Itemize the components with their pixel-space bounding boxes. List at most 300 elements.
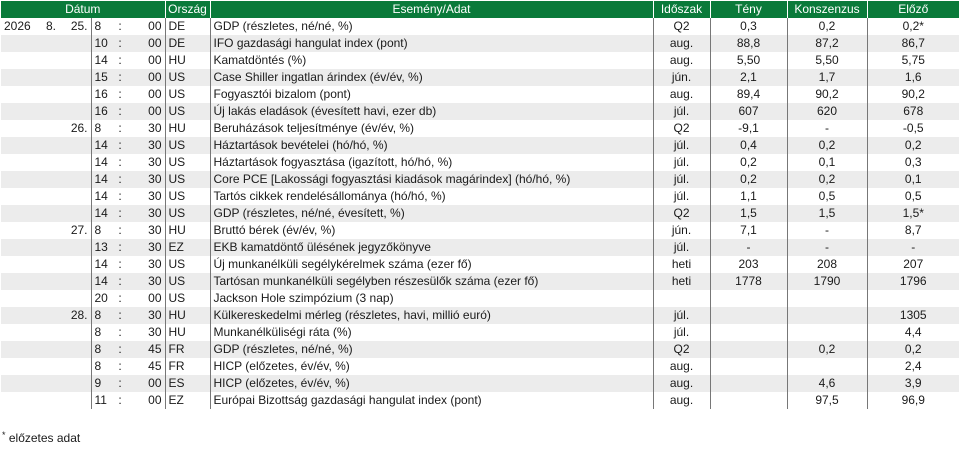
cell-actual: 7,1 — [710, 222, 787, 239]
cell-country: US — [165, 290, 210, 307]
table-row — [1, 222, 959, 239]
cell-day — [59, 324, 91, 341]
cell-month — [41, 171, 59, 188]
cell-previous: - — [867, 239, 959, 256]
cell-time-separator: : — [113, 69, 127, 86]
cell-time-separator: : — [113, 307, 127, 324]
cell-period: aug. — [653, 392, 710, 409]
cell-actual — [710, 358, 787, 375]
cell-day — [59, 392, 91, 409]
cell-minute: 30 — [127, 120, 165, 137]
footnote — [2, 430, 80, 446]
cell-time-separator: : — [113, 375, 127, 392]
cell-event: GDP (részletes, né/né, %) — [210, 18, 653, 35]
cell-actual: 88,8 — [710, 35, 787, 52]
cell-time-separator: : — [113, 239, 127, 256]
cell-event: Fogyasztói bizalom (pont) — [210, 86, 653, 103]
table-row — [1, 239, 959, 256]
cell-event: Új munkanélküli segélykérelmek száma (ezer fő) — [210, 256, 653, 273]
cell-hour: 14 — [91, 52, 113, 69]
cell-time-separator: : — [113, 154, 127, 171]
cell-day — [59, 256, 91, 273]
cell-time-separator: : — [113, 205, 127, 222]
cell-event: HICP (előzetes, év/év, %) — [210, 358, 653, 375]
cell-previous: 8,7 — [867, 222, 959, 239]
cell-hour: 14 — [91, 171, 113, 188]
cell-year — [1, 358, 41, 375]
cell-previous: 678 — [867, 103, 959, 120]
cell-consensus — [787, 307, 867, 324]
cell-previous: 0,1 — [867, 171, 959, 188]
cell-actual: 607 — [710, 103, 787, 120]
cell-month — [41, 86, 59, 103]
cell-actual — [710, 290, 787, 307]
cell-day: 26. — [59, 120, 91, 137]
cell-period: júl. — [653, 307, 710, 324]
cell-day — [59, 188, 91, 205]
cell-time-separator: : — [113, 256, 127, 273]
cell-month — [41, 358, 59, 375]
cell-minute: 30 — [127, 256, 165, 273]
cell-month — [41, 137, 59, 154]
cell-event: Háztartások fogyasztása (igazított, hó/hó, %) — [210, 154, 653, 171]
cell-month — [41, 375, 59, 392]
cell-minute: 30 — [127, 307, 165, 324]
cell-consensus — [787, 324, 867, 341]
cell-consensus: 4,6 — [787, 375, 867, 392]
cell-hour: 8 — [91, 120, 113, 137]
cell-country: US — [165, 205, 210, 222]
cell-year — [1, 154, 41, 171]
cell-day — [59, 154, 91, 171]
cell-country: US — [165, 86, 210, 103]
cell-period: jún. — [653, 222, 710, 239]
cell-minute: 30 — [127, 171, 165, 188]
cell-period: heti — [653, 256, 710, 273]
cell-consensus: 87,2 — [787, 35, 867, 52]
cell-event: Külkereskedelmi mérleg (részletes, havi, millió euró) — [210, 307, 653, 324]
cell-time-separator: : — [113, 358, 127, 375]
cell-minute: 30 — [127, 205, 165, 222]
cell-actual: -9,1 — [710, 120, 787, 137]
cell-previous: 207 — [867, 256, 959, 273]
cell-period: aug. — [653, 86, 710, 103]
cell-minute: 30 — [127, 324, 165, 341]
cell-month — [41, 273, 59, 290]
table-row — [1, 205, 959, 222]
cell-minute: 00 — [127, 290, 165, 307]
cell-year — [1, 69, 41, 86]
cell-hour: 16 — [91, 103, 113, 120]
cell-year — [1, 35, 41, 52]
cell-consensus: 0,2 — [787, 341, 867, 358]
cell-month — [41, 256, 59, 273]
cell-hour: 8 — [91, 307, 113, 324]
cell-actual — [710, 375, 787, 392]
cell-event: Case Shiller ingatlan árindex (év/év, %) — [210, 69, 653, 86]
cell-country: HU — [165, 222, 210, 239]
cell-country: HU — [165, 120, 210, 137]
cell-month: 8. — [41, 18, 59, 35]
cell-consensus: 1,7 — [787, 69, 867, 86]
cell-country: US — [165, 103, 210, 120]
cell-country: US — [165, 256, 210, 273]
cell-country: HU — [165, 324, 210, 341]
cell-year — [1, 341, 41, 358]
cell-actual: 203 — [710, 256, 787, 273]
cell-minute: 00 — [127, 69, 165, 86]
cell-hour: 8 — [91, 324, 113, 341]
cell-consensus: 97,5 — [787, 392, 867, 409]
cell-actual — [710, 392, 787, 409]
cell-event: Tartósan munkanélküli segélyben részesülők száma (ezer fő) — [210, 273, 653, 290]
header-actual: Tény — [710, 1, 787, 18]
cell-country: US — [165, 154, 210, 171]
cell-time-separator: : — [113, 35, 127, 52]
cell-country: DE — [165, 18, 210, 35]
cell-minute: 00 — [127, 103, 165, 120]
cell-month — [41, 103, 59, 120]
cell-period: júl. — [653, 239, 710, 256]
cell-event: Háztartások bevételei (hó/hó, %) — [210, 137, 653, 154]
header-previous: Előző — [867, 1, 959, 18]
cell-day — [59, 239, 91, 256]
cell-period: júl. — [653, 154, 710, 171]
cell-country: US — [165, 273, 210, 290]
table-row — [1, 86, 959, 103]
cell-month — [41, 290, 59, 307]
cell-country: US — [165, 171, 210, 188]
calendar-wrapper — [1, 1, 959, 409]
cell-year — [1, 205, 41, 222]
cell-year — [1, 86, 41, 103]
cell-day: 27. — [59, 222, 91, 239]
header-date: Dátum — [1, 1, 165, 18]
cell-year — [1, 171, 41, 188]
cell-time-separator: : — [113, 171, 127, 188]
cell-actual: 0,2 — [710, 171, 787, 188]
cell-country: EZ — [165, 392, 210, 409]
table-body — [1, 18, 959, 409]
cell-country: FR — [165, 341, 210, 358]
economic-calendar-table — [1, 1, 959, 409]
cell-previous: 5,75 — [867, 52, 959, 69]
cell-day — [59, 375, 91, 392]
cell-day: 28. — [59, 307, 91, 324]
cell-previous: 1305 — [867, 307, 959, 324]
cell-minute: 00 — [127, 375, 165, 392]
cell-day — [59, 103, 91, 120]
cell-previous: 0,2 — [867, 341, 959, 358]
cell-hour: 14 — [91, 256, 113, 273]
cell-event: Bruttó bérek (év/év, %) — [210, 222, 653, 239]
cell-hour: 10 — [91, 35, 113, 52]
cell-previous: 0,3 — [867, 154, 959, 171]
cell-country: FR — [165, 358, 210, 375]
cell-previous: 96,9 — [867, 392, 959, 409]
cell-year — [1, 273, 41, 290]
cell-consensus: - — [787, 120, 867, 137]
cell-actual: 0,4 — [710, 137, 787, 154]
table-row — [1, 137, 959, 154]
cell-hour: 13 — [91, 239, 113, 256]
cell-event: GDP (részletes, né/né, %) — [210, 341, 653, 358]
cell-time-separator: : — [113, 341, 127, 358]
cell-month — [41, 52, 59, 69]
table-header — [1, 1, 959, 18]
cell-minute: 30 — [127, 273, 165, 290]
cell-country: ES — [165, 375, 210, 392]
cell-event: Beruházások teljesítménye (év/év, %) — [210, 120, 653, 137]
cell-year — [1, 324, 41, 341]
cell-previous: 1,5* — [867, 205, 959, 222]
cell-hour: 14 — [91, 154, 113, 171]
cell-previous: 0,5 — [867, 188, 959, 205]
cell-hour: 20 — [91, 290, 113, 307]
table-row — [1, 69, 959, 86]
cell-hour: 14 — [91, 188, 113, 205]
cell-actual: 0,2 — [710, 154, 787, 171]
table-row — [1, 392, 959, 409]
cell-month — [41, 188, 59, 205]
cell-month — [41, 69, 59, 86]
cell-minute: 45 — [127, 358, 165, 375]
cell-actual: 1,5 — [710, 205, 787, 222]
cell-consensus — [787, 290, 867, 307]
cell-period: júl. — [653, 188, 710, 205]
cell-actual: 1,1 — [710, 188, 787, 205]
cell-actual — [710, 341, 787, 358]
cell-consensus: 1,5 — [787, 205, 867, 222]
cell-minute: 30 — [127, 188, 165, 205]
cell-country: HU — [165, 307, 210, 324]
cell-time-separator: : — [113, 222, 127, 239]
cell-consensus: 0,2 — [787, 171, 867, 188]
cell-hour: 9 — [91, 375, 113, 392]
cell-year — [1, 120, 41, 137]
footnote-mark: * — [2, 430, 6, 440]
cell-time-separator: : — [113, 18, 127, 35]
cell-hour: 8 — [91, 222, 113, 239]
cell-consensus: 208 — [787, 256, 867, 273]
cell-hour: 14 — [91, 205, 113, 222]
cell-year: 2026 — [1, 18, 41, 35]
cell-period: aug. — [653, 35, 710, 52]
cell-day — [59, 137, 91, 154]
cell-hour: 16 — [91, 86, 113, 103]
cell-minute: 30 — [127, 154, 165, 171]
cell-day: 25. — [59, 18, 91, 35]
cell-period — [653, 290, 710, 307]
cell-consensus: 0,2 — [787, 137, 867, 154]
cell-event: Munkanélküliségi ráta (%) — [210, 324, 653, 341]
cell-previous: 86,7 — [867, 35, 959, 52]
cell-event: Tartós cikkek rendelésállománya (hó/hó, %) — [210, 188, 653, 205]
cell-consensus: 90,2 — [787, 86, 867, 103]
cell-minute: 00 — [127, 18, 165, 35]
header-period: Időszak — [653, 1, 710, 18]
cell-month — [41, 307, 59, 324]
cell-period: júl. — [653, 324, 710, 341]
cell-previous: 0,2 — [867, 137, 959, 154]
table-row — [1, 52, 959, 69]
cell-time-separator: : — [113, 324, 127, 341]
table-row — [1, 256, 959, 273]
cell-previous: 90,2 — [867, 86, 959, 103]
table-row — [1, 324, 959, 341]
cell-time-separator: : — [113, 52, 127, 69]
cell-actual: 5,50 — [710, 52, 787, 69]
cell-time-separator: : — [113, 392, 127, 409]
cell-consensus: 620 — [787, 103, 867, 120]
cell-hour: 8 — [91, 341, 113, 358]
cell-minute: 00 — [127, 86, 165, 103]
table-row — [1, 103, 959, 120]
table-row — [1, 341, 959, 358]
cell-month — [41, 120, 59, 137]
cell-day — [59, 69, 91, 86]
cell-minute: 00 — [127, 52, 165, 69]
header-consensus: Konszenzus — [787, 1, 867, 18]
cell-hour: 14 — [91, 137, 113, 154]
cell-day — [59, 205, 91, 222]
cell-period: heti — [653, 273, 710, 290]
cell-period: Q2 — [653, 205, 710, 222]
cell-consensus — [787, 358, 867, 375]
cell-actual: 2,1 — [710, 69, 787, 86]
cell-period: júl. — [653, 137, 710, 154]
cell-hour: 11 — [91, 392, 113, 409]
cell-time-separator: : — [113, 103, 127, 120]
cell-period: Q2 — [653, 120, 710, 137]
cell-consensus: 0,1 — [787, 154, 867, 171]
header-country: Ország — [165, 1, 210, 18]
cell-year — [1, 307, 41, 324]
table-row — [1, 290, 959, 307]
cell-month — [41, 239, 59, 256]
cell-period: jún. — [653, 69, 710, 86]
cell-month — [41, 392, 59, 409]
cell-period: aug. — [653, 52, 710, 69]
table-row — [1, 35, 959, 52]
cell-time-separator: : — [113, 120, 127, 137]
cell-month — [41, 324, 59, 341]
cell-event: Jackson Hole szimpózium (3 nap) — [210, 290, 653, 307]
cell-year — [1, 392, 41, 409]
cell-period: júl. — [653, 171, 710, 188]
cell-hour: 8 — [91, 18, 113, 35]
cell-previous: -0,5 — [867, 120, 959, 137]
cell-country: US — [165, 188, 210, 205]
cell-day — [59, 35, 91, 52]
cell-actual: 0,3 — [710, 18, 787, 35]
cell-consensus: 0,5 — [787, 188, 867, 205]
cell-hour: 15 — [91, 69, 113, 86]
cell-period: júl. — [653, 103, 710, 120]
table-row — [1, 18, 959, 35]
cell-hour: 8 — [91, 358, 113, 375]
cell-year — [1, 375, 41, 392]
cell-day — [59, 290, 91, 307]
cell-time-separator: : — [113, 86, 127, 103]
cell-event: EKB kamatdöntő ülésének jegyzőkönyve — [210, 239, 653, 256]
cell-actual: 1778 — [710, 273, 787, 290]
cell-time-separator: : — [113, 188, 127, 205]
cell-consensus: - — [787, 222, 867, 239]
cell-hour: 14 — [91, 273, 113, 290]
cell-period: Q2 — [653, 341, 710, 358]
table-row — [1, 307, 959, 324]
cell-year — [1, 239, 41, 256]
cell-event: GDP (részletes, né/né, évesített, %) — [210, 205, 653, 222]
cell-actual: 89,4 — [710, 86, 787, 103]
cell-previous: 0,2* — [867, 18, 959, 35]
cell-country: US — [165, 137, 210, 154]
table-row — [1, 120, 959, 137]
cell-month — [41, 205, 59, 222]
cell-month — [41, 35, 59, 52]
cell-day — [59, 86, 91, 103]
cell-consensus: - — [787, 239, 867, 256]
cell-day — [59, 171, 91, 188]
cell-day — [59, 358, 91, 375]
table-row — [1, 188, 959, 205]
cell-time-separator: : — [113, 290, 127, 307]
cell-event: Core PCE [Lakossági fogyasztási kiadások magárindex] (hó/hó, %) — [210, 171, 653, 188]
cell-event: Új lakás eladások (évesített havi, ezer db) — [210, 103, 653, 120]
cell-year — [1, 256, 41, 273]
table-row — [1, 273, 959, 290]
cell-minute: 00 — [127, 35, 165, 52]
cell-country: EZ — [165, 239, 210, 256]
cell-previous: 2,4 — [867, 358, 959, 375]
cell-actual: - — [710, 239, 787, 256]
cell-minute: 30 — [127, 222, 165, 239]
cell-country: US — [165, 69, 210, 86]
cell-country: DE — [165, 35, 210, 52]
cell-year — [1, 137, 41, 154]
cell-day — [59, 341, 91, 358]
cell-actual — [710, 307, 787, 324]
cell-month — [41, 341, 59, 358]
cell-month — [41, 154, 59, 171]
cell-minute: 30 — [127, 137, 165, 154]
cell-day — [59, 52, 91, 69]
cell-previous — [867, 290, 959, 307]
cell-country: HU — [165, 52, 210, 69]
cell-period: aug. — [653, 358, 710, 375]
cell-minute: 00 — [127, 392, 165, 409]
table-row — [1, 358, 959, 375]
cell-previous: 1,6 — [867, 69, 959, 86]
cell-period: Q2 — [653, 18, 710, 35]
cell-year — [1, 103, 41, 120]
table-row — [1, 171, 959, 188]
table-row — [1, 154, 959, 171]
cell-day — [59, 273, 91, 290]
cell-actual — [710, 324, 787, 341]
cell-period: aug. — [653, 375, 710, 392]
cell-time-separator: : — [113, 137, 127, 154]
cell-event: HICP (előzetes, év/év, %) — [210, 375, 653, 392]
cell-previous: 3,9 — [867, 375, 959, 392]
cell-month — [41, 222, 59, 239]
cell-year — [1, 188, 41, 205]
cell-year — [1, 290, 41, 307]
cell-event: IFO gazdasági hangulat index (pont) — [210, 35, 653, 52]
cell-consensus: 1790 — [787, 273, 867, 290]
cell-previous: 4,4 — [867, 324, 959, 341]
